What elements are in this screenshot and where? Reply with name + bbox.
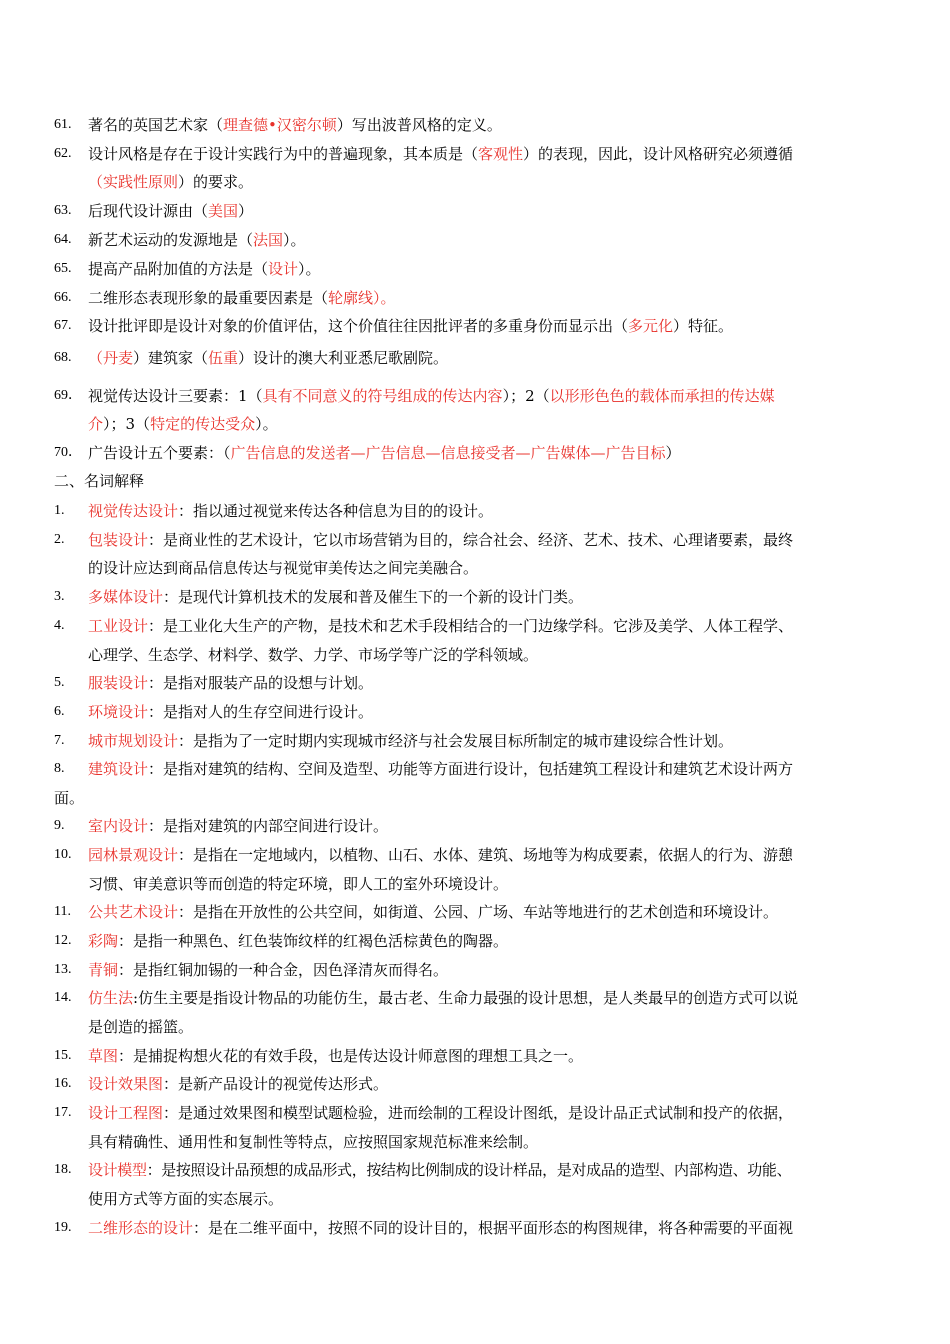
term-definition: ：是指为了一定时期内实现城市经济与社会发展目标所制定的城市建设综合性计划。: [178, 732, 734, 750]
term-name: 室内设计: [88, 817, 149, 835]
question-number: 65.: [54, 261, 72, 276]
term-number: 16.: [54, 1076, 72, 1091]
term-name: 青铜: [88, 961, 119, 979]
question-text: 提高产品附加值的方法是（: [88, 260, 269, 278]
answer-text: 法国: [253, 231, 284, 249]
question-text: ）的表现，因此，设计风格研究必须遵循: [523, 145, 794, 163]
question-number: 67.: [54, 318, 72, 333]
section-title: 二、名词解释: [54, 472, 145, 490]
term-name: 设计模型: [88, 1161, 147, 1179]
question-text: ）建筑家（: [133, 349, 209, 367]
answer-bracket: （: [88, 173, 104, 191]
question-text: 著名的英国艺术家（: [88, 116, 224, 134]
term-name: 仿生法: [88, 989, 134, 1007]
question-text: ）的要求。: [178, 173, 254, 191]
answer-text: 伍重: [208, 349, 239, 367]
term-definition: ：是指对建筑的内部空间进行设计。: [148, 817, 389, 835]
term-number: 7.: [54, 733, 65, 748]
term-name: 服装设计: [88, 674, 149, 692]
question-text: 设计批评即是设计对象的价值评估，这个价值往往因批评者的多重身份而显示出（: [88, 317, 629, 335]
term-name: 多媒体设计: [88, 588, 164, 606]
term-definition-continuation: 习惯、审美意识等而创造的特定环境，即人工的室外环境设计。: [88, 875, 509, 893]
question-text: 二维形态表现形象的最重要因素是（: [88, 289, 329, 307]
term-definition-continuation: 是创造的摇篮。: [88, 1018, 194, 1036]
question-text: ）；3（: [103, 415, 151, 433]
term-definition: ：是指红铜加锡的一种合金，因色泽清灰而得名。: [118, 961, 449, 979]
term-number: 15.: [54, 1048, 72, 1063]
term-number: 14.: [54, 990, 72, 1005]
term-definition: ：是现代计算机技术的发展和普及催生下的一个新的设计门类。: [163, 588, 584, 606]
question-text: 设计风格是存在于设计实践行为中的普遍现象，其本质是（: [88, 145, 479, 163]
term-number: 10.: [54, 847, 72, 862]
term-definition: ：是商业性的艺术设计，它以市场营销为目的，综合社会、经济、艺术、技术、心理诸要素，最终: [148, 531, 794, 549]
answer-text: 美国: [208, 202, 239, 220]
term-definition: ：是指对人的生存空间进行设计。: [148, 703, 374, 721]
question-text: ）。: [283, 231, 306, 249]
term-name: 城市规划设计: [88, 732, 179, 750]
term-definition: ：是在二维平面中，按照不同的设计目的，根据平面形态的构图规律，将各种需要的平面视: [193, 1219, 794, 1237]
term-definition: ：是新产品设计的视觉传达形式。: [163, 1075, 389, 1093]
question-number: 68.: [54, 350, 72, 365]
term-name: 彩陶: [88, 932, 119, 950]
question-text: 新艺术运动的发源地是（: [88, 231, 254, 249]
question-text: ）设计的澳大利亚悉尼歌剧院。: [238, 349, 449, 367]
term-name: 视觉传达设计: [88, 502, 179, 520]
term-name: 二维形态的设计: [88, 1219, 194, 1237]
question-number: 70．: [54, 445, 82, 460]
answer-text: 实践性原则: [103, 173, 179, 191]
answer-text: （丹麦: [88, 349, 134, 367]
term-number: 9.: [54, 818, 65, 833]
term-name: 包装设计: [88, 531, 149, 549]
term-definition: ：是按照设计品预想的成品形式，按结构比例制成的设计样品，是对成品的造型、内部构造、功能、: [146, 1161, 792, 1179]
term-definition: ：是指在一定地域内，以植物、山石、水体、建筑、场地等为构成要素，依据人的行为、游憩: [178, 846, 794, 864]
term-definition: ：是指对服装产品的设想与计划。: [148, 674, 374, 692]
term-number: 5.: [54, 675, 65, 690]
answer-text: 理查德•汉密尔顿: [223, 116, 337, 134]
answer-text: 介: [88, 415, 104, 433]
term-number: 3.: [54, 589, 65, 604]
term-name: 建筑设计: [88, 760, 149, 778]
question-number: 61.: [54, 117, 72, 132]
answer-text: 以形形色色的载体而承担的传达媒: [549, 387, 775, 405]
term-number: 8.: [54, 761, 65, 776]
question-text: 视觉传达设计三要素：1（: [88, 387, 263, 405]
answer-text: 具有不同意义的符号组成的传达内容: [262, 387, 503, 405]
term-definition: ：指以通过视觉来传达各种信息为目的的设计。: [178, 502, 494, 520]
answer-text: 客观性: [478, 145, 524, 163]
answer-text: 设计: [268, 260, 299, 278]
term-number: 18.: [54, 1162, 72, 1177]
answer-text: 轮廓线）。: [328, 289, 396, 307]
term-number: 6.: [54, 704, 65, 719]
question-text: ）；2（: [502, 387, 550, 405]
question-text: ）特征。: [673, 317, 734, 335]
question-number: 63.: [54, 203, 72, 218]
question-text: ）写出波普风格的定义。: [336, 116, 502, 134]
question-number: 69．: [54, 388, 82, 403]
question-number: 62.: [54, 146, 72, 161]
term-name: 环境设计: [88, 703, 149, 721]
term-name: 设计效果图: [88, 1075, 164, 1093]
term-name: 园林景观设计: [88, 846, 179, 864]
term-number: 17.: [54, 1105, 72, 1120]
term-definition-continuation: 使用方式等方面的实态展示。: [88, 1190, 284, 1208]
answer-text: 广告信息的发送者—广告信息—信息接受者—广告媒体—广告目标: [230, 444, 666, 462]
term-number: 13.: [54, 962, 72, 977]
term-definition: ：是工业化大生产的产物，是技术和艺术手段相结合的一门边缘学科。它涉及美学、人体工程学、: [148, 617, 794, 635]
term-number: 1.: [54, 503, 65, 518]
answer-text: 特定的传达受众: [150, 415, 256, 433]
term-definition-continuation: 具有精确性、通用性和复制性等特点，应按照国家规范标准来绘制。: [88, 1133, 539, 1151]
question-text: ）: [238, 202, 254, 220]
question-text: ）: [665, 444, 681, 462]
term-definition: ：是指对建筑的结构、空间及造型、功能等方面进行设计，包括建筑工程设计和建筑艺术设计两方: [148, 760, 794, 778]
term-definition: ：是指在开放性的公共空间，如街道、公园、广场、车站等地进行的艺术创造和环境设计。: [178, 903, 779, 921]
term-definition-continuation: 心理学、生态学、材料学、数学、力学、市场学等广泛的学科领域。: [88, 646, 539, 664]
term-definition: ：是通过效果图和模型试题检验，进而绘制的工程设计图纸，是设计品正式试制和投产的依据，: [163, 1104, 794, 1122]
question-number: 66.: [54, 290, 72, 305]
question-text: ）。: [255, 415, 278, 433]
term-name: 设计工程图: [88, 1104, 164, 1122]
question-text: 广告设计五个要素：（: [88, 444, 231, 462]
term-definition: ：是捕捉构想火花的有效手段，也是传达设计师意图的理想工具之一。: [118, 1047, 584, 1065]
term-name: 工业设计: [88, 617, 149, 635]
question-number: 64.: [54, 232, 72, 247]
term-number: 4.: [54, 618, 65, 633]
term-definition-continuation: 面。: [54, 789, 85, 807]
term-number: 2.: [54, 532, 65, 547]
term-definition: :仿生主要是指设计物品的功能仿生，最古老、生命力最强的设计思想，是人类最早的创造方式可以说: [133, 989, 799, 1007]
term-number: 12.: [54, 933, 72, 948]
term-definition: ：是指一种黑色、红色装饰纹样的红褐色活棕黄色的陶器。: [118, 932, 509, 950]
question-text: ）。: [298, 260, 321, 278]
question-text: 后现代设计源由（: [88, 202, 209, 220]
term-number: 19.: [54, 1220, 72, 1235]
term-name: 草图: [88, 1047, 119, 1065]
term-definition-continuation: 的设计应达到商品信息传达与视觉审美传达之间完美融合。: [88, 559, 479, 577]
answer-text: 多元化: [628, 317, 674, 335]
term-number: 11.: [54, 904, 71, 919]
term-name: 公共艺术设计: [88, 903, 179, 921]
